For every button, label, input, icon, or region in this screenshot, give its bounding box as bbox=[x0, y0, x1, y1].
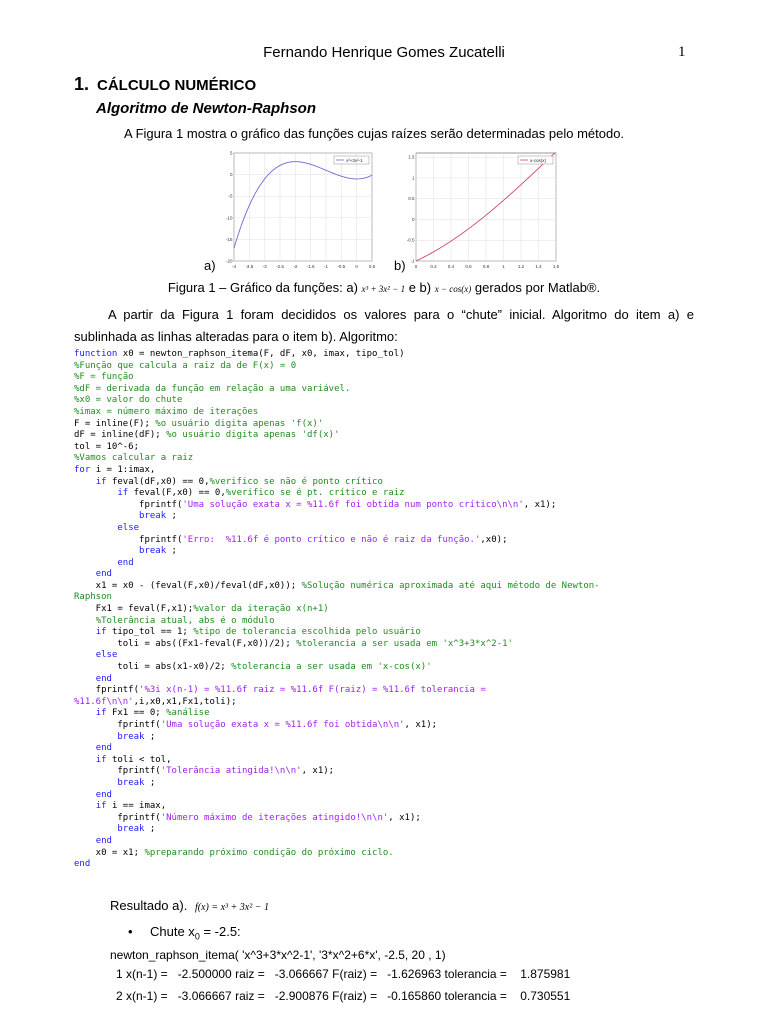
code-token: i = 1:imax, bbox=[95, 464, 156, 475]
figure-a-label: a) bbox=[204, 258, 216, 273]
code-token: tipo_tol == 1; bbox=[111, 627, 194, 638]
y-tick-label: 0.5 bbox=[408, 196, 415, 202]
code-token bbox=[74, 616, 96, 626]
x-tick-label: 1.4 bbox=[535, 264, 542, 269]
code-token: %tolerancia a ser usada em 'x-cos(x)' bbox=[231, 662, 432, 673]
code-line bbox=[74, 523, 139, 533]
code-token: for bbox=[74, 464, 96, 475]
figure-a-chart bbox=[226, 151, 374, 269]
y-tick-label: -1 bbox=[410, 258, 415, 264]
code-token bbox=[74, 755, 96, 765]
code-token: ,i,x0,x1,Fx1,toli); bbox=[133, 696, 237, 707]
code-token: ; bbox=[171, 546, 177, 557]
code-token bbox=[74, 824, 117, 834]
y-tick-label: 0 bbox=[411, 216, 415, 222]
code-token: , x1); bbox=[404, 720, 438, 730]
caption-suffix: gerados por Matlab®. bbox=[474, 280, 601, 295]
legend-label: x³+3x²-1 bbox=[346, 157, 363, 163]
iteration-line-1: 1 x(n-1) = -2.500000 raiz = -3.066667 F(raiz) = -1.626963 tolerancia = 1.875981 bbox=[116, 967, 571, 981]
code-token: else bbox=[95, 650, 118, 661]
code-line bbox=[74, 604, 329, 614]
code-token: break bbox=[139, 546, 172, 557]
code-token: tol = 10^-6; bbox=[74, 441, 140, 452]
code-line bbox=[74, 419, 323, 429]
figure-b-label: b) bbox=[394, 258, 406, 273]
code-token: toli < tol, bbox=[111, 754, 172, 765]
y-tick-label: -15 bbox=[225, 236, 233, 242]
code-token: toli = abs((Fx1-feval(F,x0))/2); bbox=[74, 638, 297, 649]
code-line bbox=[74, 743, 112, 753]
code-token: end bbox=[74, 859, 91, 870]
code-token bbox=[74, 569, 96, 579]
code-line bbox=[74, 848, 394, 858]
code-line bbox=[74, 442, 139, 452]
y-tick-label: 0 bbox=[229, 172, 233, 178]
code-token: %Solução numérica aproximada até aqui método de Newton- bbox=[301, 580, 600, 591]
code-line bbox=[74, 372, 134, 382]
code-line bbox=[74, 824, 155, 834]
bullet-value: = -2.5: bbox=[199, 924, 241, 939]
code-line bbox=[74, 430, 340, 440]
caption-formula-a: x³ + 3x² − 1 bbox=[361, 284, 406, 294]
code-token bbox=[74, 477, 96, 487]
caption-formula-b: x − cos(x) bbox=[434, 284, 472, 294]
x-tick-label: 0 bbox=[414, 264, 418, 269]
x-tick-label: 0 bbox=[355, 264, 358, 269]
code-token: Fx1 == 0; bbox=[111, 708, 167, 719]
code-token: 'Erro: %11.6f é ponto crítico e não é raiz da função.' bbox=[182, 534, 481, 545]
code-token: function bbox=[74, 349, 123, 359]
code-token bbox=[74, 708, 96, 718]
code-line bbox=[74, 685, 486, 695]
code-line bbox=[74, 477, 383, 487]
bullet-subscript: 0 bbox=[194, 931, 200, 942]
code-token: %Tolerância atual, abs é o módulo bbox=[95, 615, 275, 626]
code-token: end bbox=[95, 789, 112, 800]
x-tick-label: -1.5 bbox=[306, 264, 315, 269]
code-line bbox=[74, 650, 117, 660]
result-label: Resultado a). bbox=[110, 898, 188, 913]
code-token bbox=[74, 546, 139, 556]
x-tick-label: -2.5 bbox=[276, 264, 284, 269]
code-token: fprintf( bbox=[74, 812, 161, 823]
figure-b-chart bbox=[408, 151, 558, 269]
code-token: ; bbox=[171, 511, 177, 522]
code-token: if bbox=[95, 627, 112, 638]
code-line bbox=[74, 859, 90, 869]
code-line bbox=[74, 511, 177, 521]
code-token: , x1); bbox=[388, 812, 421, 823]
code-token: %o usuário digita apenas 'df(x)' bbox=[166, 430, 340, 441]
x-tick-label: 0.2 bbox=[430, 264, 437, 269]
code-token: %tolerancia a ser usada em 'x^3+3*x^2-1' bbox=[296, 638, 513, 649]
code-token: Raphson bbox=[74, 592, 112, 603]
code-token: 'Tolerância atingida!\n\n' bbox=[160, 766, 302, 777]
code-token: break bbox=[117, 824, 150, 835]
code-token: end bbox=[95, 835, 112, 846]
code-token: %análise bbox=[166, 708, 210, 719]
code-token: break bbox=[139, 511, 172, 522]
code-token: , x1); bbox=[301, 766, 335, 777]
code-token: x0 = x1; bbox=[74, 847, 145, 858]
result-formula: f(x) = x³ + 3x² − 1 bbox=[194, 902, 269, 913]
section-heading bbox=[74, 74, 256, 95]
code-token: else bbox=[117, 522, 140, 533]
code-token: dF = inline(dF); bbox=[74, 430, 167, 441]
code-token: if bbox=[95, 801, 112, 812]
code-token: ; bbox=[149, 731, 156, 742]
code-token bbox=[74, 743, 96, 753]
code-token: ; bbox=[149, 824, 156, 835]
section-title: CÁLCULO NUMÉRICO bbox=[97, 77, 257, 94]
x-tick-label: -2 bbox=[293, 264, 298, 269]
code-token: if bbox=[95, 476, 112, 487]
function-call: newton_raphson_itema( 'x^3+3*x^2-1', '3*x^2+6*x', -2.5, 20 , 1) bbox=[110, 948, 446, 962]
x-tick-label: 0.4 bbox=[447, 264, 455, 269]
code-line bbox=[74, 639, 513, 649]
code-token bbox=[74, 836, 96, 846]
code-token: if bbox=[95, 754, 112, 765]
code-token: end bbox=[117, 557, 134, 568]
x-tick-label: -4 bbox=[231, 264, 237, 269]
caption-prefix: Figura 1 – Gráfico da funções: a) bbox=[167, 280, 358, 295]
plot-frame bbox=[234, 153, 372, 261]
bullet-dot: • bbox=[128, 924, 133, 939]
code-token: fprintf( bbox=[74, 534, 183, 545]
code-token: toli = abs(x1-x0)/2; bbox=[74, 662, 232, 673]
code-token: %F = função bbox=[74, 372, 134, 383]
code-token: , x1); bbox=[523, 499, 557, 510]
algorithm-intro-paragraph bbox=[74, 304, 694, 348]
figure-caption bbox=[0, 280, 768, 295]
y-tick-label: 1 bbox=[411, 175, 415, 181]
code-token bbox=[74, 627, 96, 637]
code-token: i == imax, bbox=[111, 801, 167, 812]
x-tick-label: -0.5 bbox=[337, 264, 346, 269]
code-line bbox=[74, 488, 405, 498]
code-token: %dF = derivada da função em relação a uma variável. bbox=[74, 383, 351, 394]
code-token bbox=[74, 650, 96, 660]
code-token: end bbox=[95, 569, 112, 580]
code-line bbox=[74, 453, 193, 463]
code-token bbox=[74, 511, 139, 521]
code-token: Fx1 = feval(F,x1); bbox=[74, 604, 194, 615]
code-line bbox=[74, 662, 432, 672]
code-line bbox=[74, 535, 507, 545]
code-token: %tipo de tolerancia escolhida pelo usuário bbox=[193, 627, 421, 638]
y-tick-label: 1.5 bbox=[408, 154, 415, 160]
code-token: x0 = newton_raphson_itema(F, dF, x0, imax, tipo_tol) bbox=[122, 349, 405, 359]
code-token: fprintf( bbox=[74, 499, 183, 510]
code-line bbox=[74, 569, 112, 579]
code-line bbox=[74, 732, 155, 742]
code-line bbox=[74, 766, 334, 776]
initial-guess-bullet bbox=[128, 924, 241, 942]
code-line bbox=[74, 592, 112, 602]
code-line bbox=[74, 384, 350, 394]
y-tick-label: -10 bbox=[225, 215, 233, 221]
x-tick-label: 1.6 bbox=[552, 264, 560, 269]
code-line bbox=[74, 708, 210, 718]
code-token: %imax = número máximo de iterações bbox=[74, 406, 259, 417]
code-line bbox=[74, 801, 166, 811]
code-line bbox=[74, 836, 112, 846]
code-line bbox=[74, 778, 155, 788]
code-token: %preparando próximo condição do próximo ciclo. bbox=[144, 847, 394, 858]
y-tick-label: -0.5 bbox=[406, 237, 415, 243]
code-token: break bbox=[117, 777, 150, 788]
code-line bbox=[74, 546, 177, 556]
section-subtitle: Algoritmo de Newton-Raphson bbox=[96, 100, 316, 117]
code-token: if bbox=[117, 488, 134, 499]
code-line bbox=[74, 755, 172, 765]
code-line bbox=[74, 813, 421, 823]
intro-paragraph: A Figura 1 mostra o gráfico das funções cujas raízes serão determinadas pelo método. bbox=[124, 126, 625, 141]
caption-mid: e b) bbox=[408, 280, 432, 295]
code-token: fprintf( bbox=[74, 720, 161, 730]
code-line bbox=[74, 500, 556, 510]
x-tick-label: -3.5 bbox=[245, 264, 254, 269]
code-token: %Função que calcula a raiz da de F(x) = 0 bbox=[74, 360, 297, 371]
code-token: fprintf( bbox=[74, 685, 140, 696]
y-tick-label: -5 bbox=[228, 193, 233, 199]
code-token: '%3i x(n-1) = %11.6f raiz = %11.6f F(raiz) = %11.6f tolerancia = bbox=[139, 685, 486, 696]
code-line bbox=[74, 790, 112, 800]
code-line bbox=[74, 395, 182, 405]
code-token bbox=[74, 558, 117, 568]
code-line bbox=[74, 558, 134, 568]
code-token: 'Uma solução exata x = %11.6f foi obtida\n\n' bbox=[160, 720, 405, 730]
code-token: end bbox=[95, 743, 112, 754]
result-heading bbox=[110, 898, 269, 913]
header-author: Fernando Henrique Gomes Zucatelli bbox=[263, 44, 505, 61]
code-token: x1 = x0 - (feval(F,x0)/feval(dF,x0)); bbox=[74, 580, 302, 591]
code-token bbox=[74, 801, 96, 811]
code-token bbox=[74, 674, 96, 684]
code-line bbox=[74, 674, 112, 684]
code-token: %valor da iteração x(n+1) bbox=[193, 604, 329, 615]
code-token: feval(dF,x0) == 0, bbox=[111, 476, 210, 487]
code-token: ,x0); bbox=[480, 534, 508, 545]
code-line bbox=[74, 361, 296, 371]
code-line bbox=[74, 465, 155, 475]
code-token bbox=[74, 732, 117, 742]
code-token: %11.6f\n\n' bbox=[74, 696, 134, 707]
code-token: %x0 = valor do chute bbox=[74, 395, 183, 406]
code-token: F = inline(F); bbox=[74, 418, 156, 429]
x-tick-label: -3 bbox=[262, 264, 267, 269]
legend-label: x-cos(x) bbox=[530, 157, 546, 163]
code-line bbox=[74, 720, 437, 730]
code-line bbox=[74, 616, 275, 626]
page-number: 1 bbox=[678, 44, 686, 60]
x-tick-label: 0.6 bbox=[465, 264, 472, 269]
bullet-prefix: Chute x bbox=[150, 924, 195, 939]
y-tick-label: -20 bbox=[225, 258, 233, 264]
x-tick-label: 0.5 bbox=[368, 264, 376, 269]
code-token bbox=[74, 790, 96, 800]
x-tick-label: 1.2 bbox=[517, 264, 525, 269]
code-line bbox=[74, 349, 405, 359]
code-token: ; bbox=[149, 777, 156, 788]
x-tick-label: -1 bbox=[323, 264, 329, 269]
code-line bbox=[74, 697, 237, 707]
code-token: %Vamos calcular a raiz bbox=[74, 453, 194, 464]
code-token: if bbox=[95, 708, 112, 719]
code-token: %verifico se é pt. crítico e raiz bbox=[225, 488, 405, 499]
code-listing bbox=[74, 349, 600, 871]
code-token: break bbox=[117, 731, 150, 742]
code-token: %o usuário digita apenas 'f(x)' bbox=[155, 418, 324, 429]
code-line bbox=[74, 627, 421, 637]
code-line bbox=[74, 407, 258, 417]
y-tick-label: 5 bbox=[229, 150, 233, 156]
code-token bbox=[74, 523, 117, 533]
code-token: 'Número máximo de iterações atingido!\n\n' bbox=[160, 812, 389, 823]
code-token bbox=[74, 778, 117, 788]
code-token bbox=[74, 488, 117, 498]
section-number: 1. bbox=[74, 74, 90, 94]
code-token: 'Uma solução exata x = %11.6f foi obtida num ponto crítico\n\n' bbox=[182, 499, 524, 510]
code-token: end bbox=[95, 673, 112, 684]
x-tick-label: 1 bbox=[502, 264, 505, 269]
code-token: fprintf( bbox=[74, 766, 161, 777]
code-token: %verifico se não é ponto crítico bbox=[209, 476, 383, 487]
code-line bbox=[74, 581, 600, 591]
algorithm-intro-text: A partir da Figura 1 foram decididos os valores para o “chute” inicial. Algoritmo do item a) e sublinhada as linhas alteradas para o item b). Algoritmo: bbox=[74, 307, 694, 344]
code-token: feval(F,x0) == 0, bbox=[133, 488, 226, 499]
x-tick-label: 0.8 bbox=[482, 264, 490, 269]
iteration-line-2: 2 x(n-1) = -3.066667 raiz = -2.900876 F(raiz) = -0.165860 tolerancia = 0.730551 bbox=[116, 989, 571, 1003]
